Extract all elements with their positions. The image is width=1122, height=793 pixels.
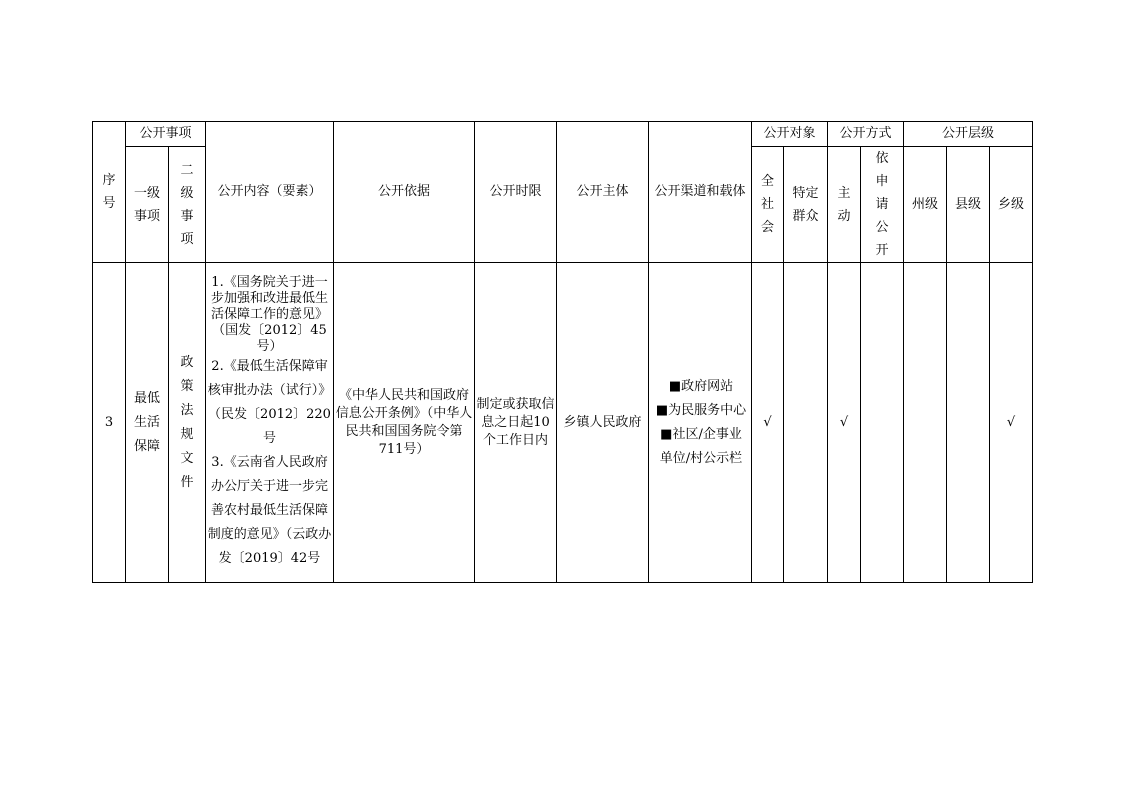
row-channel bbox=[649, 263, 752, 583]
row-method-active: √ bbox=[828, 263, 861, 583]
header-target-all: 全社会 bbox=[752, 147, 784, 263]
header-target-group: 公开对象 bbox=[752, 122, 828, 147]
channel-item: ■社区/企事业单位/村公示栏 bbox=[659, 426, 743, 466]
header-level2: 二级事项 bbox=[169, 147, 206, 263]
row-method-request bbox=[861, 263, 904, 583]
row-seq: 3 bbox=[93, 263, 126, 583]
header-method-group: 公开方式 bbox=[828, 122, 904, 147]
header-channel: 公开渠道和载体 bbox=[649, 122, 752, 263]
row-basis: 《中华人民共和国政府信息公开条例》（中华人民共和国国务院令第711号） bbox=[334, 263, 475, 583]
header-basis: 公开依据 bbox=[334, 122, 475, 263]
channel-item: ■为民服务中心 bbox=[655, 402, 747, 418]
channel-item: ■政府网站 bbox=[668, 378, 734, 394]
header-target-specific: 特定群众 bbox=[784, 147, 828, 263]
row-target-specific bbox=[784, 263, 828, 583]
row-level-township: √ bbox=[990, 263, 1033, 583]
header-level-county: 县级 bbox=[947, 147, 990, 263]
disclosure-table bbox=[92, 121, 1033, 583]
header-level1: 一级事项 bbox=[126, 147, 169, 263]
row-level-county bbox=[947, 263, 990, 583]
header-level-group: 公开层级 bbox=[904, 122, 1033, 147]
row-level1: 最低生活保障 bbox=[126, 263, 169, 583]
row-target-all: √ bbox=[752, 263, 784, 583]
header-method-active: 主动 bbox=[828, 147, 861, 263]
content-item: 2.《最低生活保障审核审批办法（试行）》（民发〔2012〕220号 bbox=[207, 358, 332, 446]
row-level2: 政策法规文件 bbox=[169, 263, 206, 583]
row-time-limit: 制定或获取信息之日起10个工作日内 bbox=[475, 263, 557, 583]
header-subject: 公开主体 bbox=[557, 122, 649, 263]
table-row bbox=[93, 263, 1033, 583]
header-level-township: 乡级 bbox=[990, 147, 1033, 263]
header-content: 公开内容（要素） bbox=[206, 122, 334, 263]
header-level-prefecture: 州级 bbox=[904, 147, 947, 263]
row-level-prefecture bbox=[904, 263, 947, 583]
header-time-limit: 公开时限 bbox=[475, 122, 557, 263]
row-content bbox=[206, 263, 334, 583]
header-method-request: 依申请公开 bbox=[861, 147, 904, 263]
row-subject: 乡镇人民政府 bbox=[557, 263, 649, 583]
content-item: 3.《云南省人民政府办公厅关于进一步完善农村最低生活保障制度的意见》（云政办发〔2019〕42号 bbox=[207, 454, 332, 566]
header-matter-group: 公开事项 bbox=[126, 122, 206, 147]
content-item: 1.《国务院关于进一步加强和改进最低生活保障工作的意见》（国发〔2012〕45号） bbox=[210, 274, 328, 354]
header-seq: 序号 bbox=[93, 122, 126, 263]
